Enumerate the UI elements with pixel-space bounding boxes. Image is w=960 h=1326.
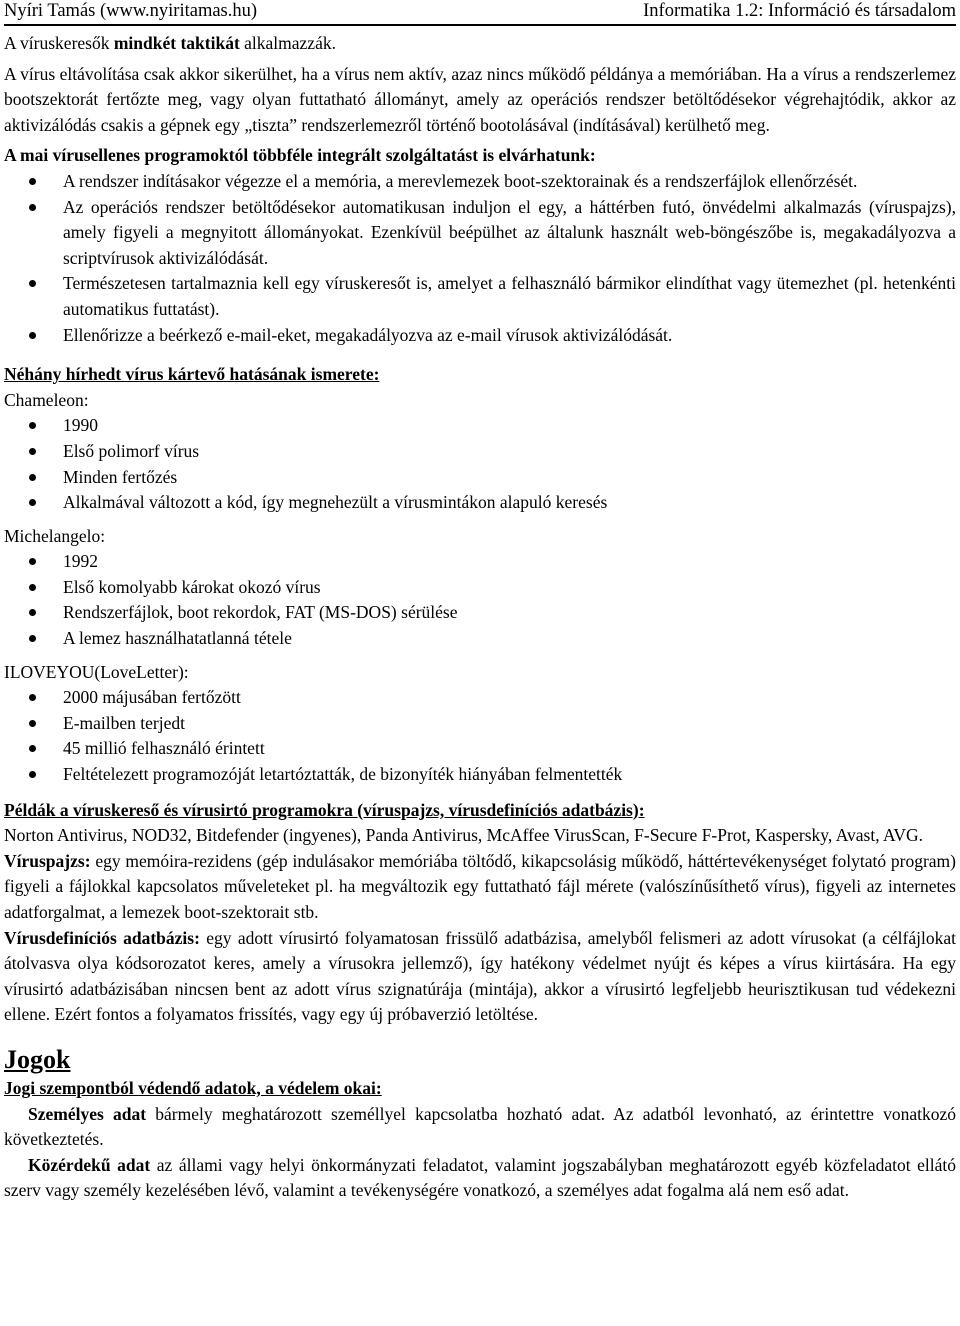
personal-data-paragraph <box>4 1102 956 1153</box>
public-data-paragraph <box>4 1153 956 1204</box>
list-item: Minden fertőzés <box>63 465 956 491</box>
list-item: 1992 <box>63 549 956 575</box>
famous-heading <box>4 362 956 388</box>
list-item: Természetesen tartalmaznia kell egy víruskeresőt is, amelyet a felhasználó bármikor elindíthat vagy ütemezhet (pl. hetenkénti automatikus futtatást). <box>63 271 956 322</box>
virus-name: ILOVEYOU(LoveLetter): <box>4 661 189 682</box>
services-heading <box>4 143 956 169</box>
examples-heading-text: Példák a víruskereső és vírusirtó programokra (víruspajzs, vírusdefiníciós adatbázis): <box>4 799 645 820</box>
public-data-text: az állami vagy helyi önkormányzati feladatot, valamint jogszabályban meghatározott egyéb közfeladatot ellátó szerv vagy személy kezelésében lévő, valamint a tevékenységére vonatkozó, a személyes adat fogalma alá nem eső adat. <box>4 1154 956 1201</box>
list-item: E-mailben terjedt <box>63 711 956 737</box>
personal-data-term: Személyes adat <box>28 1103 147 1124</box>
shield-text: egy memóira-rezidens (gép indulásakor memóriába töltődő, kikapcsolásig működő, háttértevékenységet folytató program) figyeli a fájlokkal kapcsolatos műveleteket pl. ha megváltozik egy futtatható fájl mérete (valószínűsíthető vírus), figyeli az internetes adatforgalmat, a lemezek boot-szektorait stb. <box>4 850 956 922</box>
virus-list <box>4 685 956 787</box>
rights-subheading-text: Jogi szempontból védendő adatok, a védelem okai: <box>4 1077 382 1098</box>
tactics-bold: mindkét taktikát <box>113 33 240 53</box>
database-text: egy adott vírusirtó folyamatosan frissülő adatbázisa, amelyből felismeri az adott vírusokat (a célfájlokat átolvasva olya kódsorozatot keres, amely a vírusokra jellemző), így hatékony védelmet nyújt és képes a vírus kiirtására. Ha egy vírusirtó adatbázisában nincsen bent az adott vírus szignatúrája (mintája), akkor a vírusirtó legfeljebb heurisztikusan tud védekezni ellene. Ezért fontos a folyamatos frissítés, vagy egy új próbaverzió letöltése. <box>4 927 956 1025</box>
removal-paragraph: A vírus eltávolítása csak akkor sikerülhet, ha a vírus nem aktív, azaz nincs működő példánya a memóriában. Ha a vírus a rendszerlemez bootszektorát fertőzte meg, vagy olyan futtatható állományt, amely az operációs rendszer betöltődésekor végrehajtódik, akkor az aktivizálódás csakis a gépnek egy „tiszta” rendszerlemezről történő bootolásával (indításával) kerülhető meg. <box>4 63 956 135</box>
list-item: 1990 <box>63 413 956 439</box>
shield-paragraph <box>4 849 956 926</box>
list-item: A lemez használhatatlanná tétele <box>63 626 956 652</box>
famous-heading-text: Néhány hírhedt vírus kártevő hatásának ismerete: <box>4 364 380 385</box>
header-course: Informatika 1.2: Információ és társadalom <box>643 1 956 21</box>
list-item: Alkalmával változott a kód, így megnehezült a vírusmintákon alapuló keresés <box>63 490 956 516</box>
virus-list <box>4 549 956 651</box>
personal-data-text: bármely meghatározott személlyel kapcsolatba hozható adat. Az adatból levonható, az érintettre vonatkozó következtetés. <box>4 1103 956 1150</box>
rights-title: Jogok <box>4 1044 71 1074</box>
list-item: 2000 májusában fertőzött <box>63 685 956 711</box>
list-item: Az operációs rendszer betöltődésekor automatikusan induljon el egy, a háttérben futó, önvédelmi alkalmazás (víruspajzs), amely figyeli a megnyitott állományokat. Ezenkívül beépülhet az általunk használt web-böngészőbe is, megakadályozva a scriptvírusok aktivizálódását. <box>63 195 956 272</box>
virus-list <box>4 413 956 515</box>
database-paragraph <box>4 926 956 1028</box>
database-term: Vírusdefiníciós adatbázis: <box>4 927 200 948</box>
shield-term: Víruspajzs: <box>4 850 91 871</box>
services-heading-text: A mai vírusellenes programoktól többféle integrált szolgáltatást is elvárhatunk: <box>4 145 596 166</box>
list-item: Első polimorf vírus <box>63 439 956 465</box>
list-item: Első komolyabb károkat okozó vírus <box>63 575 956 601</box>
tactics-text-c: alkalmazzák. <box>239 33 336 53</box>
rights-subheading <box>4 1076 956 1102</box>
examples-list: Norton Antivirus, NOD32, Bitdefender (ingyenes), Panda Antivirus, McAffee VirusScan, F-Secure F-Prot, Kaspersky, Avast, AVG. <box>4 825 924 846</box>
list-item: Ellenőrizze a beérkező e-mail-eket, megakadályozva az e-mail vírusok aktivizálódását. <box>63 323 956 349</box>
public-data-term: Közérdekű adat <box>28 1154 151 1175</box>
page-header <box>4 0 956 26</box>
tactics-paragraph <box>4 31 956 57</box>
header-author: Nyíri Tamás (www.nyiritamas.hu) <box>4 1 258 21</box>
tactics-text-a: A víruskeresők <box>4 33 114 53</box>
examples-heading <box>4 798 956 824</box>
list-item: Rendszerfájlok, boot rekordok, FAT (MS-DOS) sérülése <box>63 600 956 626</box>
list-item: 45 millió felhasználó érintett <box>63 736 956 762</box>
list-item: A rendszer indításakor végezze el a memória, a merevlemezek boot-szektorainak és a rendszerfájlok ellenőrzését. <box>63 169 956 195</box>
list-item: Feltételezett programozóját letartóztatták, de bizonyíték hiányában felmentették <box>63 762 956 788</box>
virus-name: Michelangelo: <box>4 525 106 546</box>
services-list <box>4 169 956 348</box>
virus-name: Chameleon: <box>4 389 89 410</box>
